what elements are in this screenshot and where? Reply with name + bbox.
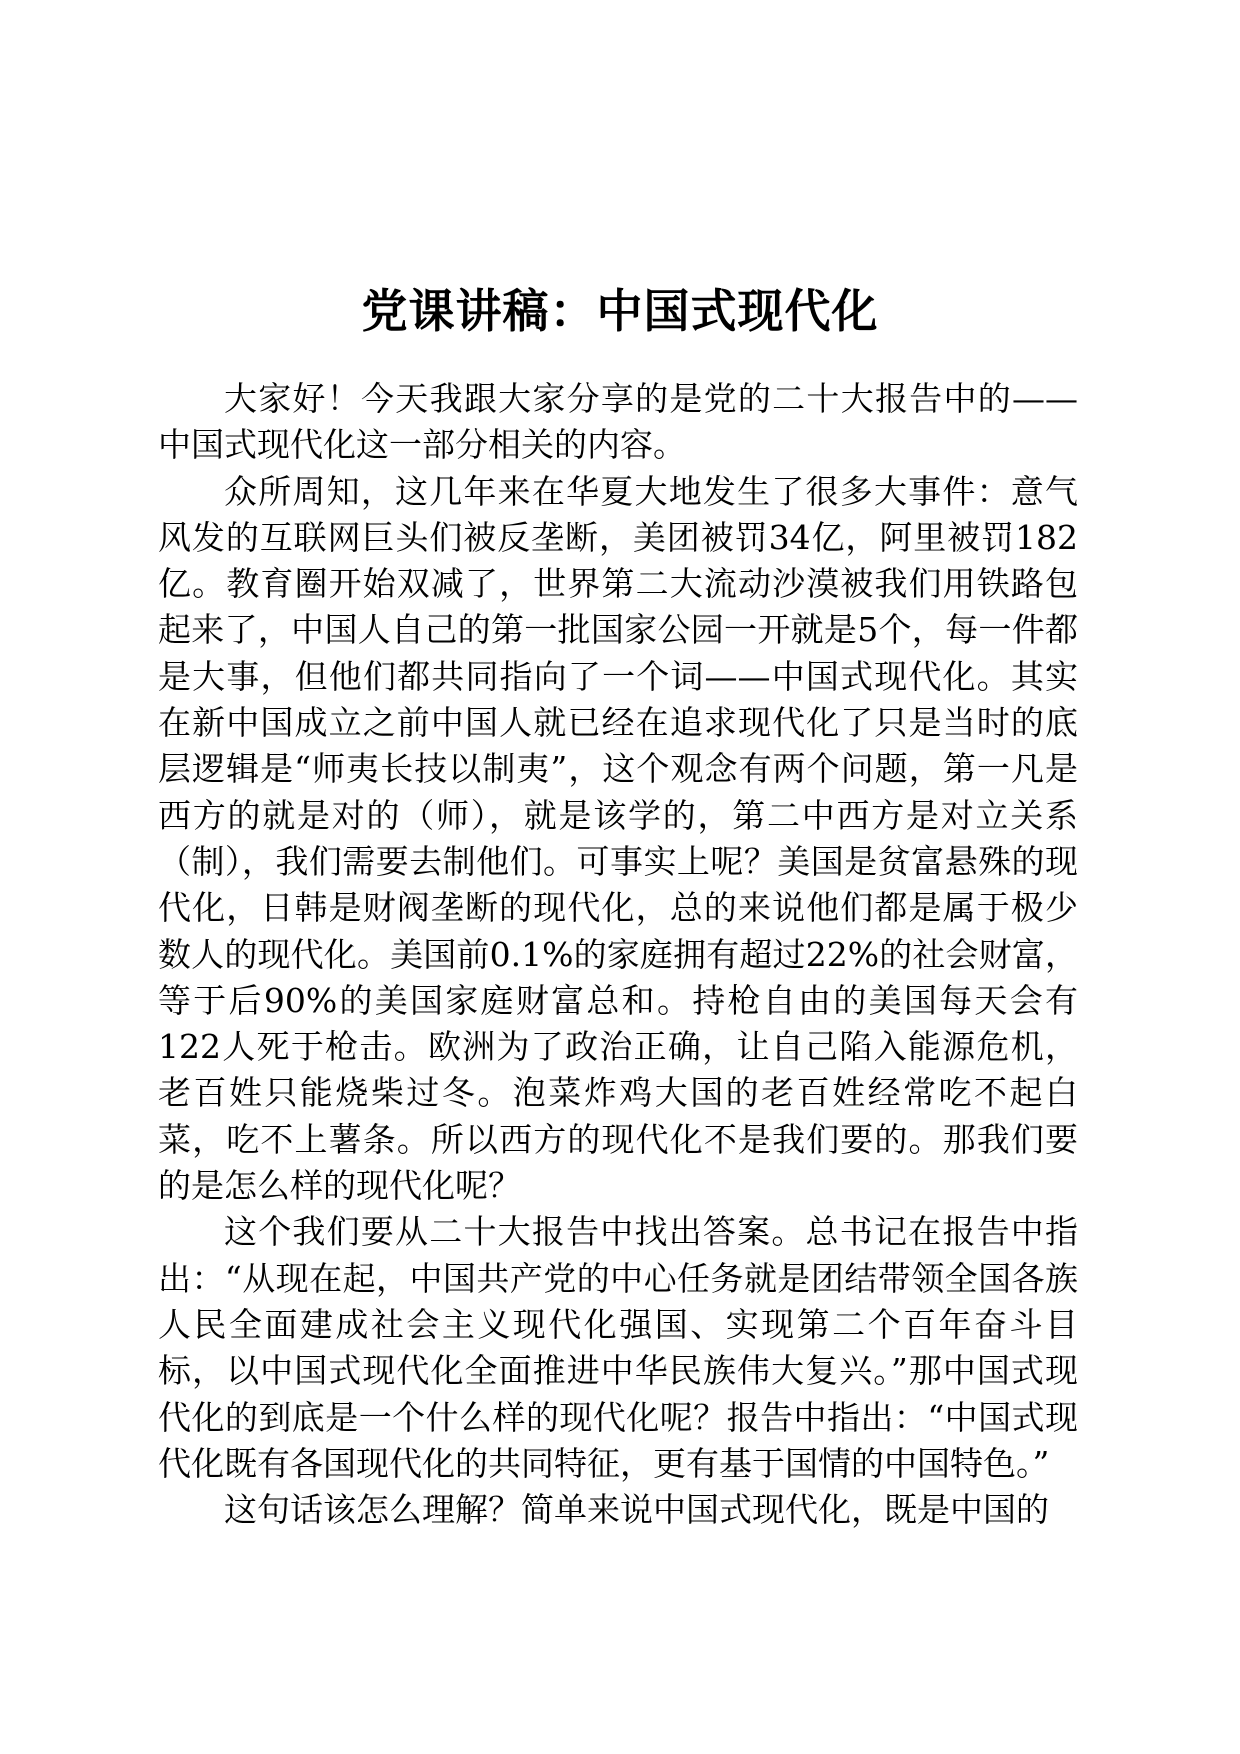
document-body xyxy=(158,376,1078,1533)
paragraph-greeting: 大家好！今天我跟大家分享的是党的二十大报告中的——中国式现代化这一部分相关的内容。 xyxy=(158,379,1078,465)
paragraph-report-quote: 这个我们要从二十大报告中找出答案。总书记在报告中指出：“从现在起，中国共产党的中心任务就是团结带领全国各族人民全面建成社会主义现代化强国、实现第二个百年奋斗目标，以中国式现代化全面推进中华民族伟大复兴。”那中国式现代化的到底是一个什么样的现代化呢？报告中指出：“中国式现代化既有各国现代化的共同特征，更有基于国情的中国特色。” xyxy=(158,1212,1078,1483)
paragraph-explanation: 这句话该怎么理解？简单来说中国式现代化，既是中国的 xyxy=(224,1490,1049,1530)
document-title: 党课讲稿：中国式现代化 xyxy=(361,283,879,338)
paragraph-background: 众所周知，这几年来在华夏大地发生了很多大事件：意气风发的互联网巨头们被反垄断，美团被罚34亿，阿里被罚182亿。教育圈开始双减了，世界第二大流动沙漠被我们用铁路包起来了，中国人自己的第一批国家公园一开就是5个，每一件都是大事，但他们都共同指向了一个词——中国式现代化。其实在新中国成立之前中国人就已经在追求现代化了只是当时的底层逻辑是“师夷长技以制夷”，这个观念有两个问题，第一凡是西方的就是对的（师），就是该学的，第二中西方是对立关系（制），我们需要去制他们。可事实上呢？美国是贫富悬殊的现代化，日韩是财阀垄断的现代化，总的来说他们都是属于极少数人的现代化。美国前0.1%的家庭拥有超过22%的社会财富，等于后90%的美国家庭财富总和。持枪自由的美国每天会有122人死于枪击。欧洲为了政治正确，让自己陷入能源危机，老百姓只能烧柴过冬。泡菜炸鸡大国的老百姓经常吃不起白菜，吃不上薯条。所以西方的现代化不是我们要的。那我们要的是怎么样的现代化呢？ xyxy=(158,471,1078,1206)
